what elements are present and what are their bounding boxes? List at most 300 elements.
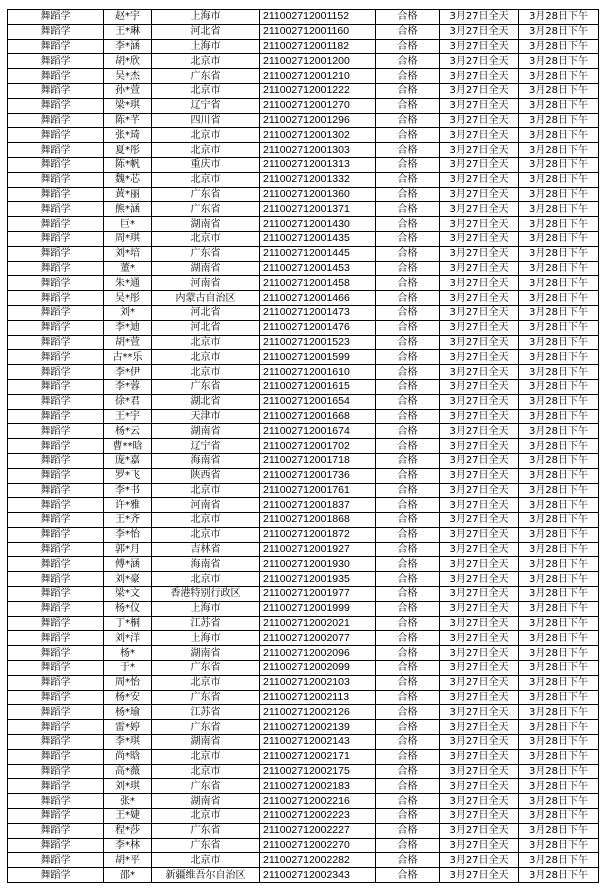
session1-cell: 3月27日全天 [440,675,519,690]
exam-number-cell: 211002712002096 [260,646,376,661]
table-row [8,54,599,69]
session2-cell: 3月28日下午 [519,157,599,172]
session2-cell: 3月28日下午 [519,646,599,661]
exam-number-cell: 211002712002175 [260,764,376,779]
table-row [8,646,599,661]
major-cell: 舞蹈学 [8,439,104,454]
session2-cell: 3月28日下午 [519,335,599,350]
major-cell: 舞蹈学 [8,675,104,690]
exam-number-cell: 211002712001182 [260,39,376,54]
major-cell: 舞蹈学 [8,557,104,572]
session2-cell: 3月28日下午 [519,720,599,735]
session1-cell: 3月27日全天 [440,661,519,676]
table-row [8,10,599,25]
result-cell: 合格 [376,587,440,602]
table-row [8,424,599,439]
exam-number-cell: 211002712001303 [260,143,376,158]
region-cell: 北京市 [152,350,260,365]
region-cell: 广东省 [152,838,260,853]
result-cell: 合格 [376,261,440,276]
table-row [8,794,599,809]
table-row [8,735,599,750]
session1-cell: 3月27日全天 [440,276,519,291]
table-row [8,527,599,542]
session2-cell: 3月28日下午 [519,601,599,616]
result-cell: 合格 [376,231,440,246]
table-row [8,276,599,291]
exam-number-cell: 211002712001270 [260,98,376,113]
major-cell: 舞蹈学 [8,39,104,54]
exam-number-cell: 211002712001599 [260,350,376,365]
name-cell: 周*怡 [104,675,152,690]
session2-cell: 3月28日下午 [519,24,599,39]
table-row [8,779,599,794]
session1-cell: 3月27日全天 [440,409,519,424]
exam-number-cell: 211002712002103 [260,675,376,690]
result-cell: 合格 [376,157,440,172]
exam-number-cell: 211002712001615 [260,379,376,394]
table-row [8,246,599,261]
result-cell: 合格 [376,172,440,187]
exam-number-cell: 211002712001674 [260,424,376,439]
region-cell: 湖北省 [152,394,260,409]
major-cell: 舞蹈学 [8,720,104,735]
name-cell: 丁*桐 [104,616,152,631]
table-row [8,365,599,380]
major-cell: 舞蹈学 [8,365,104,380]
exam-number-cell: 211002712001654 [260,394,376,409]
session1-cell: 3月27日全天 [440,217,519,232]
major-cell: 舞蹈学 [8,424,104,439]
result-cell: 合格 [376,809,440,824]
session1-cell: 3月27日全天 [440,98,519,113]
session2-cell: 3月28日下午 [519,276,599,291]
table-row [8,157,599,172]
session1-cell: 3月27日全天 [440,379,519,394]
result-cell: 合格 [376,439,440,454]
name-cell: 朱*通 [104,276,152,291]
name-cell: 赵*宇 [104,10,152,25]
session1-cell: 3月27日全天 [440,498,519,513]
table-row [8,217,599,232]
exam-number-cell: 211002712001458 [260,276,376,291]
name-cell: 李*琪 [104,735,152,750]
session2-cell: 3月28日下午 [519,557,599,572]
region-cell: 广东省 [152,246,260,261]
name-cell: 刘*洋 [104,631,152,646]
name-cell: 王*婕 [104,809,152,824]
name-cell: 傅*涵 [104,557,152,572]
exam-number-cell: 211002712001872 [260,527,376,542]
region-cell: 江苏省 [152,616,260,631]
result-cell: 合格 [376,661,440,676]
session2-cell: 3月28日下午 [519,542,599,557]
exam-number-cell: 211002712001977 [260,587,376,602]
result-cell: 合格 [376,276,440,291]
session2-cell: 3月28日下午 [519,424,599,439]
session1-cell: 3月27日全天 [440,646,519,661]
region-cell: 河南省 [152,498,260,513]
session2-cell: 3月28日下午 [519,305,599,320]
name-cell: 古**乐 [104,350,152,365]
exam-number-cell: 211002712001868 [260,513,376,528]
session1-cell: 3月27日全天 [440,542,519,557]
result-cell: 合格 [376,794,440,809]
results-table-body [8,10,599,883]
session1-cell: 3月27日全天 [440,779,519,794]
major-cell: 舞蹈学 [8,690,104,705]
name-cell: 郭*月 [104,542,152,557]
name-cell: 刘*豪 [104,572,152,587]
session1-cell: 3月27日全天 [440,439,519,454]
major-cell: 舞蹈学 [8,527,104,542]
name-cell: 杨*瑜 [104,705,152,720]
result-cell: 合格 [376,720,440,735]
result-cell: 合格 [376,291,440,306]
table-row [8,39,599,54]
table-row [8,631,599,646]
session2-cell: 3月28日下午 [519,690,599,705]
exam-number-cell: 211002712002223 [260,809,376,824]
table-row [8,542,599,557]
session2-cell: 3月28日下午 [519,868,599,883]
name-cell: 黄*丽 [104,187,152,202]
exam-number-cell: 211002712002282 [260,853,376,868]
name-cell: 刘*琪 [104,779,152,794]
region-cell: 上海市 [152,39,260,54]
session1-cell: 3月27日全天 [440,453,519,468]
name-cell: 杨* [104,646,152,661]
region-cell: 四川省 [152,113,260,128]
name-cell: 孙*萱 [104,83,152,98]
session1-cell: 3月27日全天 [440,527,519,542]
region-cell: 北京市 [152,572,260,587]
exam-number-cell: 211002712001445 [260,246,376,261]
table-row [8,572,599,587]
major-cell: 舞蹈学 [8,779,104,794]
region-cell: 北京市 [152,483,260,498]
major-cell: 舞蹈学 [8,838,104,853]
name-cell: 梁*文 [104,587,152,602]
major-cell: 舞蹈学 [8,646,104,661]
name-cell: 邵* [104,868,152,883]
session2-cell: 3月28日下午 [519,217,599,232]
session2-cell: 3月28日下午 [519,616,599,631]
exam-number-cell: 211002712001160 [260,24,376,39]
session2-cell: 3月28日下午 [519,409,599,424]
session2-cell: 3月28日下午 [519,498,599,513]
name-cell: 杨*仪 [104,601,152,616]
region-cell: 湖南省 [152,735,260,750]
major-cell: 舞蹈学 [8,276,104,291]
name-cell: 曹**晗 [104,439,152,454]
session2-cell: 3月28日下午 [519,587,599,602]
table-row [8,720,599,735]
session2-cell: 3月28日下午 [519,809,599,824]
session1-cell: 3月27日全天 [440,10,519,25]
exam-number-cell: 211002712001761 [260,483,376,498]
major-cell: 舞蹈学 [8,54,104,69]
exam-number-cell: 211002712002343 [260,868,376,883]
name-cell: 雷*婷 [104,720,152,735]
region-cell: 河南省 [152,276,260,291]
major-cell: 舞蹈学 [8,513,104,528]
major-cell: 舞蹈学 [8,809,104,824]
table-row [8,143,599,158]
exam-number-cell: 211002712001302 [260,128,376,143]
session2-cell: 3月28日下午 [519,39,599,54]
exam-number-cell: 211002712002270 [260,838,376,853]
session1-cell: 3月27日全天 [440,54,519,69]
table-row [8,394,599,409]
result-cell: 合格 [376,24,440,39]
result-cell: 合格 [376,54,440,69]
exam-number-cell: 211002712002077 [260,631,376,646]
major-cell: 舞蹈学 [8,305,104,320]
result-cell: 合格 [376,320,440,335]
major-cell: 舞蹈学 [8,113,104,128]
region-cell: 辽宁省 [152,98,260,113]
exam-number-cell: 211002712001152 [260,10,376,25]
table-row [8,113,599,128]
major-cell: 舞蹈学 [8,69,104,84]
table-row [8,69,599,84]
name-cell: 罗*飞 [104,468,152,483]
session1-cell: 3月27日全天 [440,39,519,54]
major-cell: 舞蹈学 [8,498,104,513]
session2-cell: 3月28日下午 [519,794,599,809]
session1-cell: 3月27日全天 [440,143,519,158]
result-cell: 合格 [376,394,440,409]
major-cell: 舞蹈学 [8,631,104,646]
region-cell: 北京市 [152,853,260,868]
name-cell: 吴*彤 [104,291,152,306]
session2-cell: 3月28日下午 [519,128,599,143]
major-cell: 舞蹈学 [8,98,104,113]
session1-cell: 3月27日全天 [440,705,519,720]
result-cell: 合格 [376,305,440,320]
exam-number-cell: 211002712001523 [260,335,376,350]
region-cell: 香港特别行政区 [152,587,260,602]
region-cell: 上海市 [152,601,260,616]
result-cell: 合格 [376,379,440,394]
session1-cell: 3月27日全天 [440,128,519,143]
major-cell: 舞蹈学 [8,823,104,838]
major-cell: 舞蹈学 [8,853,104,868]
major-cell: 舞蹈学 [8,10,104,25]
region-cell: 北京市 [152,527,260,542]
session2-cell: 3月28日下午 [519,143,599,158]
session1-cell: 3月27日全天 [440,720,519,735]
exam-number-cell: 211002712001999 [260,601,376,616]
major-cell: 舞蹈学 [8,601,104,616]
session2-cell: 3月28日下午 [519,675,599,690]
exam-number-cell: 211002712001718 [260,453,376,468]
table-row [8,187,599,202]
table-row [8,98,599,113]
name-cell: 李*迪 [104,320,152,335]
table-row [8,231,599,246]
session2-cell: 3月28日下午 [519,631,599,646]
session2-cell: 3月28日下午 [519,379,599,394]
session1-cell: 3月27日全天 [440,172,519,187]
name-cell: 巨* [104,217,152,232]
exam-number-cell: 211002712002171 [260,749,376,764]
session2-cell: 3月28日下午 [519,764,599,779]
major-cell: 舞蹈学 [8,172,104,187]
exam-number-cell: 211002712001927 [260,542,376,557]
result-cell: 合格 [376,616,440,631]
exam-number-cell: 211002712002126 [260,705,376,720]
table-row [8,513,599,528]
session2-cell: 3月28日下午 [519,350,599,365]
name-cell: 王*宇 [104,409,152,424]
result-cell: 合格 [376,187,440,202]
name-cell: 董* [104,261,152,276]
table-row [8,128,599,143]
exam-number-cell: 211002712002183 [260,779,376,794]
region-cell: 海南省 [152,557,260,572]
exam-number-cell: 211002712001200 [260,54,376,69]
name-cell: 于* [104,661,152,676]
region-cell: 河北省 [152,305,260,320]
table-row [8,261,599,276]
name-cell: 王*琳 [104,24,152,39]
session1-cell: 3月27日全天 [440,690,519,705]
session2-cell: 3月28日下午 [519,853,599,868]
name-cell: 杨*云 [104,424,152,439]
exam-number-cell: 211002712001837 [260,498,376,513]
major-cell: 舞蹈学 [8,868,104,883]
table-row [8,838,599,853]
major-cell: 舞蹈学 [8,542,104,557]
exam-number-cell: 211002712002216 [260,794,376,809]
table-row [8,616,599,631]
name-cell: 周*琪 [104,231,152,246]
region-cell: 北京市 [152,749,260,764]
exam-number-cell: 211002712001935 [260,572,376,587]
name-cell: 李*书 [104,483,152,498]
result-cell: 合格 [376,498,440,513]
region-cell: 新疆维吾尔自治区 [152,868,260,883]
name-cell: 梁*琪 [104,98,152,113]
result-cell: 合格 [376,69,440,84]
result-cell: 合格 [376,335,440,350]
session1-cell: 3月27日全天 [440,69,519,84]
region-cell: 广东省 [152,779,260,794]
result-cell: 合格 [376,542,440,557]
region-cell: 北京市 [152,513,260,528]
major-cell: 舞蹈学 [8,661,104,676]
result-cell: 合格 [376,202,440,217]
result-cell: 合格 [376,779,440,794]
results-table [7,9,599,883]
table-row [8,661,599,676]
session1-cell: 3月27日全天 [440,305,519,320]
name-cell: 魏*芯 [104,172,152,187]
table-row [8,453,599,468]
result-cell: 合格 [376,350,440,365]
session1-cell: 3月27日全天 [440,838,519,853]
major-cell: 舞蹈学 [8,291,104,306]
region-cell: 上海市 [152,10,260,25]
region-cell: 广东省 [152,202,260,217]
table-row [8,675,599,690]
name-cell: 刘*培 [104,246,152,261]
session2-cell: 3月28日下午 [519,187,599,202]
region-cell: 北京市 [152,335,260,350]
session1-cell: 3月27日全天 [440,809,519,824]
major-cell: 舞蹈学 [8,572,104,587]
table-row [8,705,599,720]
result-cell: 合格 [376,631,440,646]
table-row [8,809,599,824]
name-cell: 徐*君 [104,394,152,409]
region-cell: 北京市 [152,54,260,69]
name-cell: 张*琦 [104,128,152,143]
region-cell: 广东省 [152,720,260,735]
region-cell: 重庆市 [152,157,260,172]
exam-number-cell: 211002712001736 [260,468,376,483]
session2-cell: 3月28日下午 [519,98,599,113]
table-row [8,24,599,39]
name-cell: 胡*欣 [104,54,152,69]
region-cell: 广东省 [152,69,260,84]
session2-cell: 3月28日下午 [519,83,599,98]
session2-cell: 3月28日下午 [519,823,599,838]
region-cell: 广东省 [152,661,260,676]
name-cell: 王*齐 [104,513,152,528]
exam-number-cell: 211002712001210 [260,69,376,84]
session1-cell: 3月27日全天 [440,587,519,602]
name-cell: 吴*杰 [104,69,152,84]
session1-cell: 3月27日全天 [440,557,519,572]
result-cell: 合格 [376,572,440,587]
table-row [8,749,599,764]
result-cell: 合格 [376,601,440,616]
name-cell: 尚*晗 [104,749,152,764]
session2-cell: 3月28日下午 [519,231,599,246]
name-cell: 胡*平 [104,853,152,868]
session2-cell: 3月28日下午 [519,572,599,587]
result-cell: 合格 [376,409,440,424]
table-row [8,350,599,365]
result-cell: 合格 [376,453,440,468]
exam-number-cell: 211002712002021 [260,616,376,631]
region-cell: 内蒙古自治区 [152,291,260,306]
session2-cell: 3月28日下午 [519,527,599,542]
major-cell: 舞蹈学 [8,483,104,498]
major-cell: 舞蹈学 [8,350,104,365]
major-cell: 舞蹈学 [8,794,104,809]
session1-cell: 3月27日全天 [440,365,519,380]
result-cell: 合格 [376,424,440,439]
major-cell: 舞蹈学 [8,187,104,202]
session2-cell: 3月28日下午 [519,513,599,528]
name-cell: 陈*帆 [104,157,152,172]
region-cell: 广东省 [152,690,260,705]
region-cell: 天津市 [152,409,260,424]
exam-number-cell: 211002712001453 [260,261,376,276]
major-cell: 舞蹈学 [8,379,104,394]
table-row [8,853,599,868]
region-cell: 辽宁省 [152,439,260,454]
major-cell: 舞蹈学 [8,409,104,424]
region-cell: 江苏省 [152,705,260,720]
major-cell: 舞蹈学 [8,246,104,261]
session1-cell: 3月27日全天 [440,231,519,246]
region-cell: 湖南省 [152,794,260,809]
